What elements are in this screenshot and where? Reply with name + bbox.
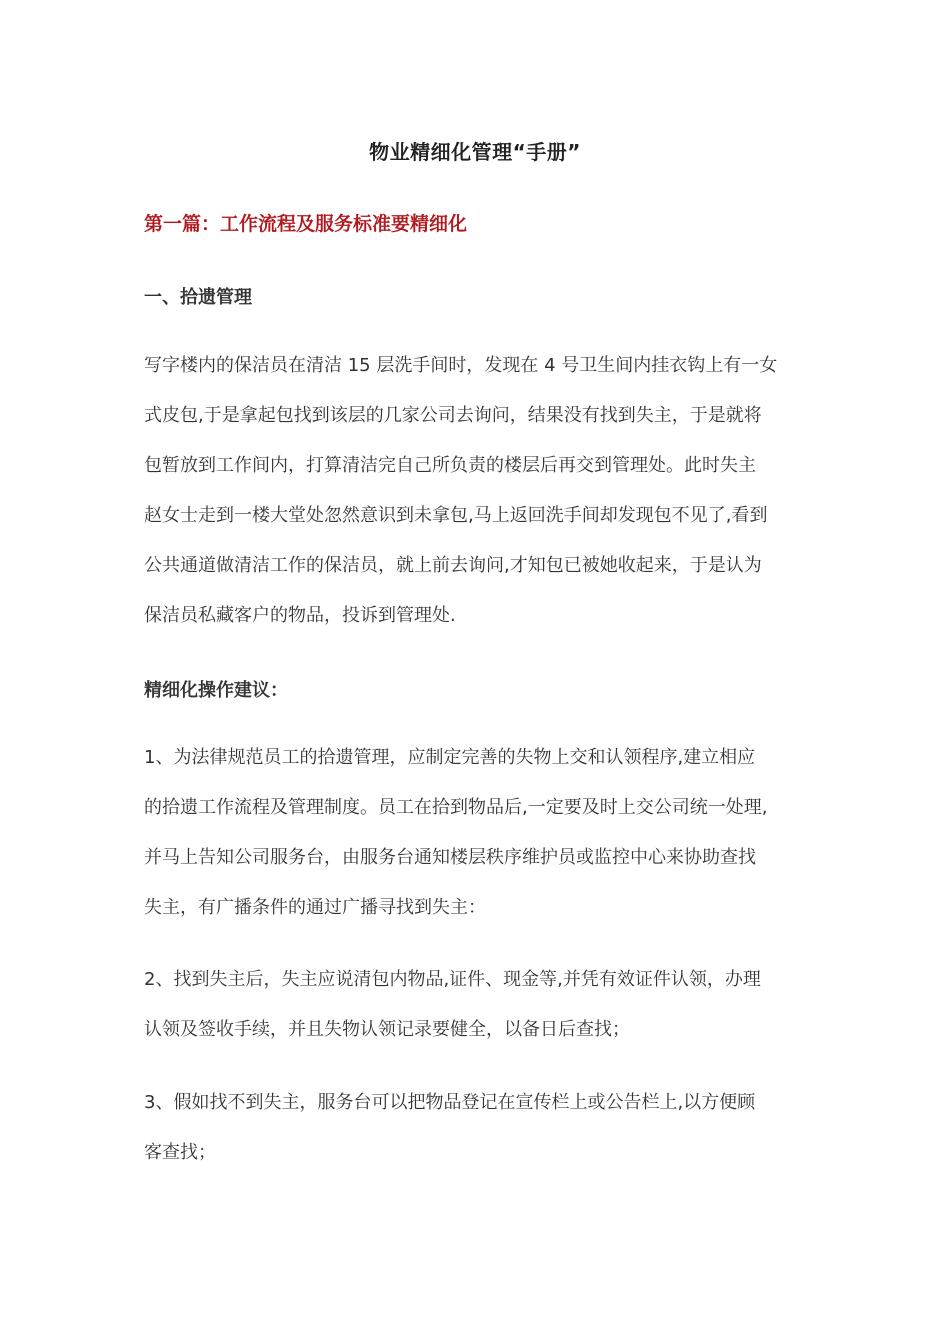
paragraph-line: 认领及签收手续，并且失物认领记录要健全，以备日后查找；: [144, 1019, 630, 1040]
paragraph-line: 1、为法律规范员工的拾遗管理，应制定完善的失物上交和认领程序,建立相应: [144, 747, 756, 768]
paragraph-line: 客查找；: [144, 1142, 216, 1163]
paragraph-line: 写字楼内的保洁员在清洁 15 层洗手间时，发现在 4 号卫生间内挂衣钩上有一女: [144, 355, 778, 376]
suggestion-item-2: [144, 955, 810, 1055]
case-paragraph: [144, 341, 810, 641]
suggestion-item-3: [144, 1078, 810, 1178]
document-title: 物业精细化管理“手册”: [369, 140, 581, 164]
paragraph-line: 包暂放到工作间内，打算清洁完自己所负责的楼层后再交到管理处。此时失主: [144, 455, 756, 476]
suggestion-heading: 精细化操作建议：: [144, 680, 288, 701]
paragraph-line: 并马上告知公司服务台，由服务台通知楼层秩序维护员或监控中心来协助查找: [144, 847, 756, 868]
section-heading: 第一篇：工作流程及服务标准要精细化: [144, 213, 468, 235]
paragraph-line: 失主，有广播条件的通过广播寻找到失主：: [144, 897, 486, 918]
paragraph-line: 式皮包,于是拿起包找到该层的几家公司去询问，结果没有找到失主，于是就将: [144, 405, 762, 426]
paragraph-line: 赵女士走到一楼大堂处忽然意识到未拿包,马上返回洗手间却发现包不见了,看到: [144, 505, 768, 526]
paragraph-line: 的拾遗工作流程及管理制度。员工在拾到物品后,一定要及时上交公司统一处理,: [144, 797, 768, 818]
paragraph-line: 3、假如找不到失主，服务台可以把物品登记在宣传栏上或公告栏上,以方便顾: [144, 1092, 756, 1113]
subsection-heading: 一、拾遗管理: [144, 287, 252, 308]
suggestion-item-1: [144, 733, 810, 933]
paragraph-line: 保洁员私藏客户的物品，投诉到管理处.: [144, 605, 456, 626]
paragraph-line: 公共通道做清洁工作的保洁员，就上前去询问,才知包已被她收起来，于是认为: [144, 555, 762, 576]
paragraph-line: 2、找到失主后，失主应说清包内物品,证件、现金等,并凭有效证件认领，办理: [144, 969, 761, 990]
